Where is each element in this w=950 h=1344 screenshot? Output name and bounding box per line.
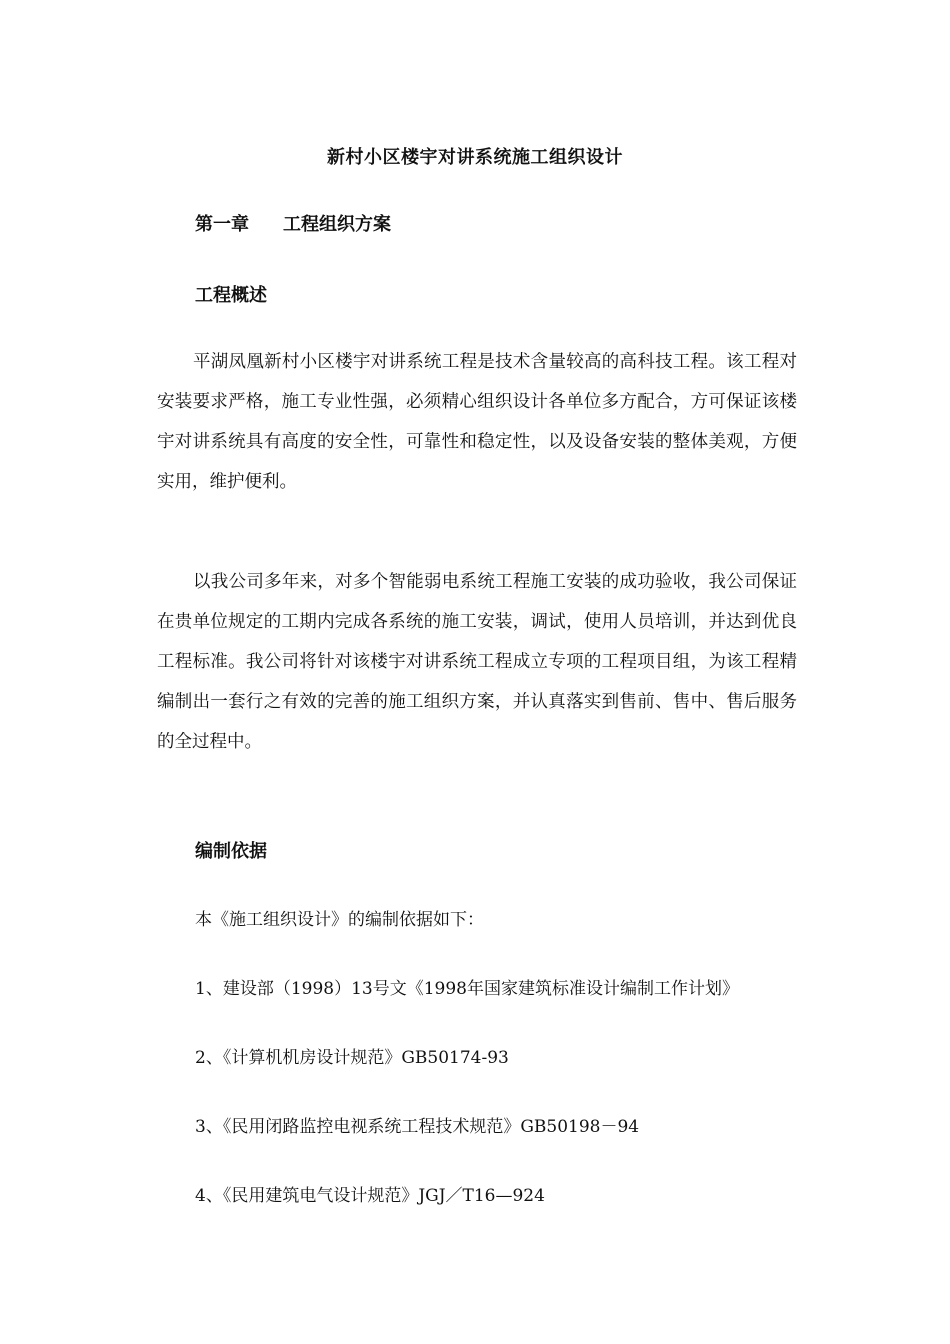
section-heading-basis: 编制依据	[195, 841, 267, 862]
chapter-title: 工程组织方案	[283, 214, 391, 235]
section-heading-overview: 工程概述	[195, 285, 267, 306]
basis-item-4: 4、《民用建筑电气设计规范》JGJ／T16—924	[195, 1186, 545, 1206]
basis-item-3: 3、《民用闭路监控电视系统工程技术规范》GB50198－94	[195, 1117, 640, 1137]
basis-intro: 本《施工组织设计》的编制依据如下：	[195, 910, 484, 930]
paragraph-overview-2: 以我公司多年来，对多个智能弱电系统工程施工安装的成功验收，我公司保证在贵单位规定的工期内完成各系统的施工安装，调试，使用人员培训，并达到优良工程标准。我公司将针对该楼宇对讲系统工程成立专项的工程项目组，为该工程精编制出一套行之有效的完善的施工组织方案，并认真落实到售前、售中、售后服务的全过程中。	[157, 572, 797, 752]
paragraph-overview-1: 平湖凤凰新村小区楼宇对讲系统工程是技术含量较高的高科技工程。该工程对安装要求严格，施工专业性强，必须精心组织设计各单位多方配合，方可保证该楼宇对讲系统具有高度的安全性，可靠性和稳定性，以及设备安装的整体美观，方便实用，维护便利。	[157, 352, 797, 492]
chapter-number: 第一章	[195, 214, 249, 235]
basis-item-1: 1、建设部（1998）13号文《1998年国家建筑标准设计编制工作计划》	[195, 979, 739, 999]
chapter-heading	[195, 213, 391, 237]
document-title: 新村小区楼宇对讲系统施工组织设计	[327, 147, 623, 168]
basis-item-2: 2、《计算机机房设计规范》GB50174-93	[195, 1048, 509, 1068]
